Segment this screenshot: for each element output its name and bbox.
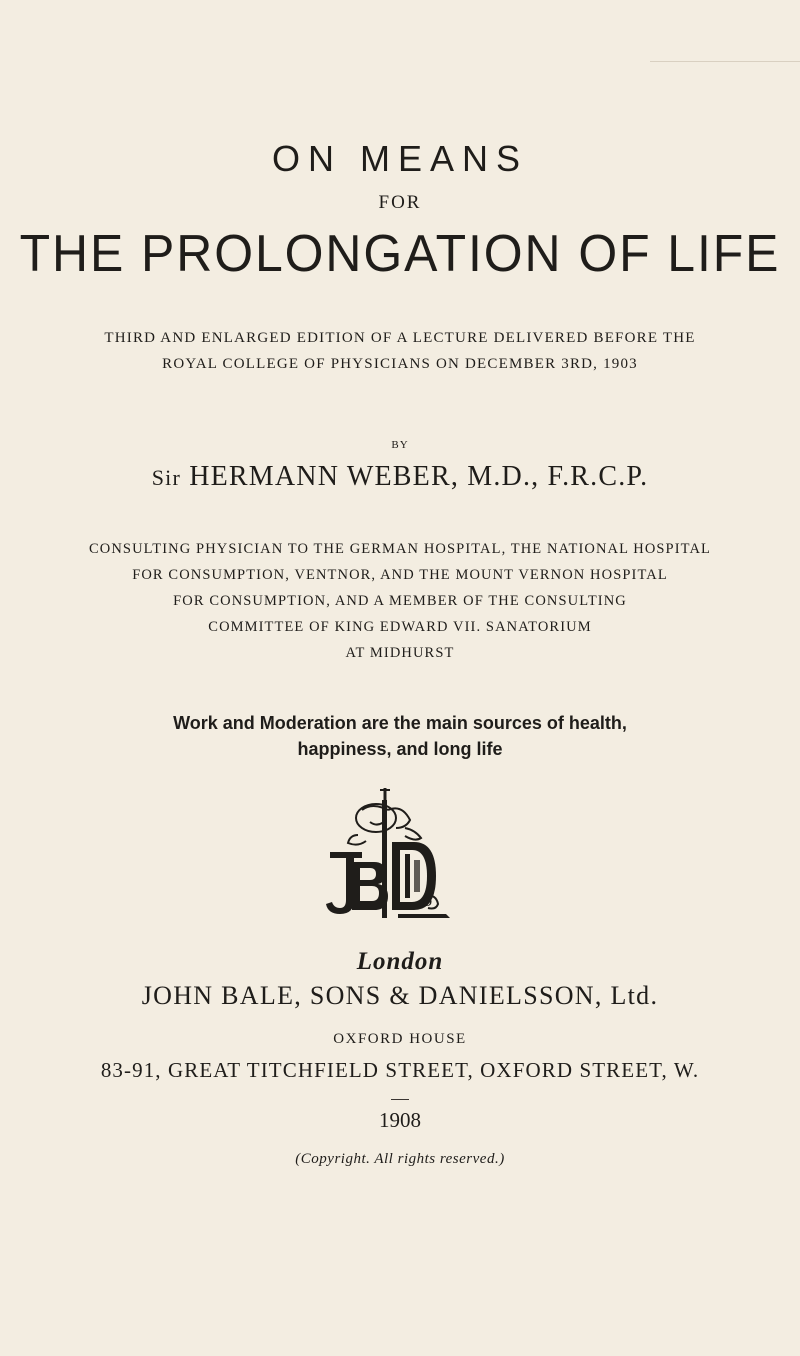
author-name: HERMANN WEBER, M.D., F.R.C.P. (189, 461, 649, 492)
credential-line: COMMITTEE OF KING EDWARD VII. SANATORIUM (208, 619, 592, 635)
title-line-on-means: ON MEANS (271, 138, 529, 179)
title-line-for: FOR (378, 192, 422, 213)
main-title: THE PROLONGATION OF LIFE (19, 225, 781, 283)
author-prefix: Sir (151, 465, 181, 490)
motto-line-1: Work and Moderation are the main sources of health, (173, 713, 627, 733)
publisher-address: 83-91, GREAT TITCHFIELD STREET, OXFORD STREET, W. (100, 1058, 700, 1082)
credential-line: FOR CONSUMPTION, AND A MEMBER OF THE CONSULTING (173, 593, 627, 609)
author (0, 461, 800, 493)
publisher-device-icon (310, 780, 460, 930)
by-label: BY (391, 439, 409, 451)
publisher-name: JOHN BALE, SONS & DANIELSSON, Ltd. (141, 981, 659, 1010)
credential-line: AT MIDHURST (345, 645, 455, 661)
motto-line-2: happiness, and long life (297, 739, 503, 759)
edition-line-2: ROYAL COLLEGE OF PHYSICIANS ON DECEMBER 3RD, 1903 (162, 356, 638, 372)
edition-line-1: THIRD AND ENLARGED EDITION OF A LECTURE DELIVERED BEFORE THE (104, 330, 696, 346)
publisher-house: OXFORD HOUSE (333, 1031, 467, 1047)
device-letter: D (422, 895, 433, 910)
divider-rule (391, 1099, 409, 1100)
copyright-notice: (Copyright. All rights reserved.) (295, 1151, 505, 1167)
place-of-publication: London (356, 948, 444, 975)
credential-line: CONSULTING PHYSICIAN TO THE GERMAN HOSPITAL, THE NATIONAL HOSPITAL (89, 541, 711, 557)
publication-year: 1908 (379, 1108, 421, 1132)
page-edge-line (650, 61, 800, 62)
credential-line: FOR CONSUMPTION, VENTNOR, AND THE MOUNT VERNON HOSPITAL (132, 567, 668, 583)
